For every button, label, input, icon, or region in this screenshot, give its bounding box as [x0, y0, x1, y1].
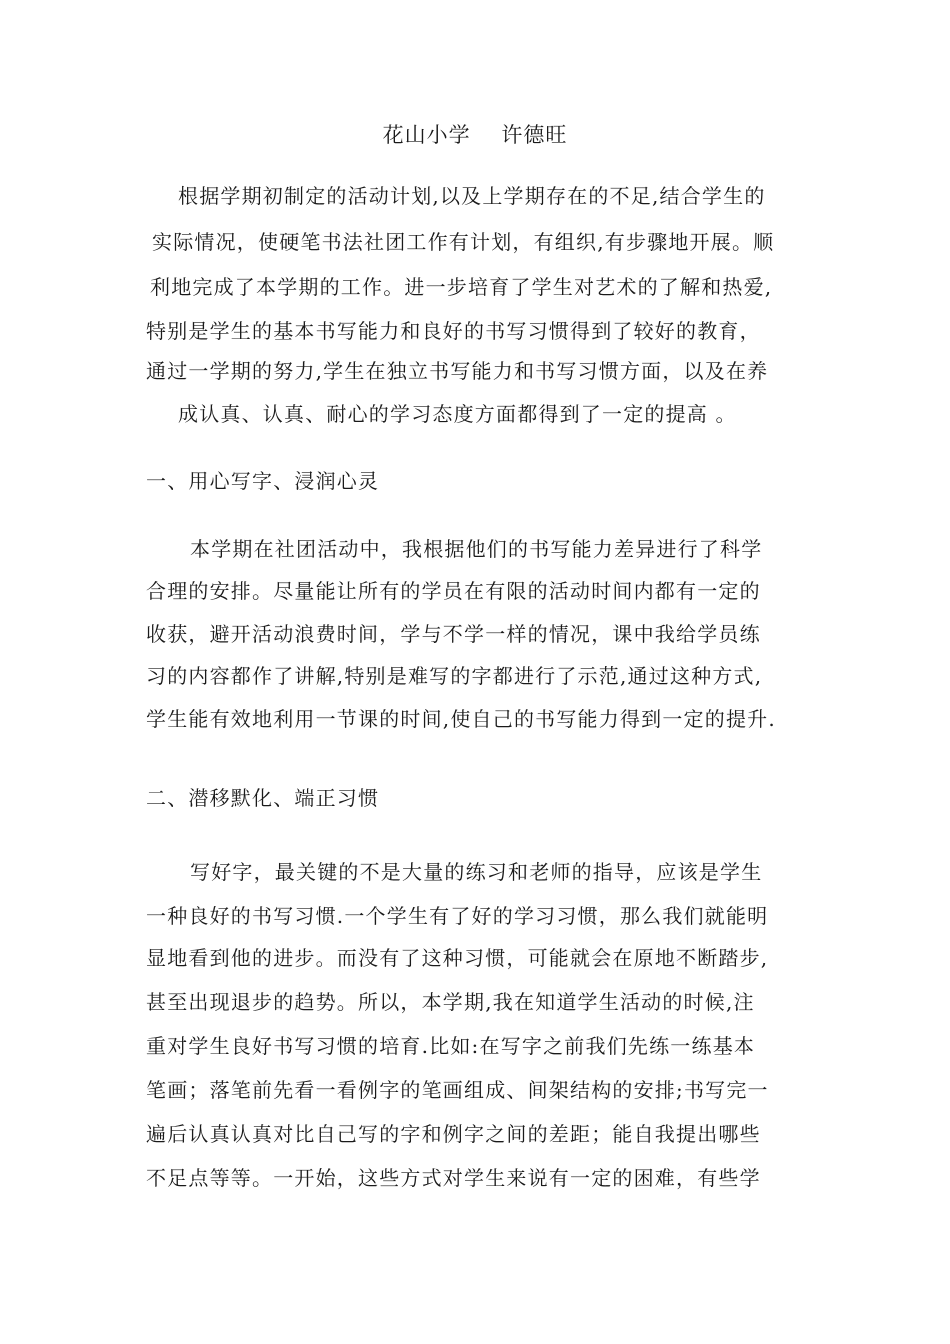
section1-line-5: 学生能有效地利用一节课的时间,使自己的书写能力得到一定的提升.: [146, 707, 776, 731]
section2-line-4: 甚至出现退步的趋势。所以，本学期,我在知道学生活动的时候,注: [146, 990, 755, 1014]
section2-line-5: 重对学生良好书写习惯的培育.比如:在写字之前我们先练一练基本: [146, 1034, 756, 1058]
intro-line-1: 根据学期初制定的活动计划,以及上学期存在的不足,结合学生的: [178, 184, 766, 208]
section1-line-3: 收获，避开活动浪费时间，学与不学一样的情况，课中我给学员练: [146, 622, 761, 646]
intro-line-4: 特别是学生的基本书写能力和良好的书写习惯得到了较好的教育，: [146, 319, 761, 343]
section2-line-8: 不足点等等。一开始，这些方式对学生来说有一定的困难，有些学: [146, 1166, 761, 1190]
intro-line-3: 利地完成了本学期的工作。进一步培育了学生对艺术的了解和热爱,: [150, 275, 773, 299]
section-heading-2: 二、潜移默化、端正习惯: [146, 786, 380, 810]
section2-line-1: 写好字，最关键的不是大量的练习和老师的指导，应该是学生: [190, 860, 763, 884]
intro-line-2: 实际情况，使硬笔书法社团工作有计划，有组织,有步骤地开展。顺: [152, 230, 775, 254]
section1-line-4: 习的内容都作了讲解,特别是难写的字都进行了示范,通过这种方式,: [146, 664, 763, 688]
section2-line-2: 一种良好的书写习惯.一个学生有了好的学习习惯，那么我们就能明: [146, 904, 769, 928]
section1-line-1: 本学期在社团活动中，我根据他们的书写能力差异进行了科学: [190, 537, 763, 561]
section2-line-3: 显地看到他的进步。而没有了这种习惯，可能就会在原地不断踏步,: [146, 946, 769, 970]
document-title: 花山小学 许德旺: [382, 123, 568, 147]
intro-line-6: 成认真、认真、耐心的学习态度方面都得到了一定的提高 。: [178, 402, 737, 426]
section1-line-2: 合理的安排。尽量能让所有的学员在有限的活动时间内都有一定的: [146, 579, 761, 603]
intro-line-5: 通过一学期的努力,学生在独立书写能力和书写习惯方面，以及在养: [146, 359, 769, 383]
section-heading-1: 一、用心写字、浸润心灵: [146, 469, 380, 493]
section2-line-7: 遍后认真认真对比自己写的字和例字之间的差距；能自我提出哪些: [146, 1122, 761, 1146]
section2-line-6: 笔画；落笔前先看一看例字的笔画组成、间架结构的安排;书写完一: [146, 1078, 769, 1102]
